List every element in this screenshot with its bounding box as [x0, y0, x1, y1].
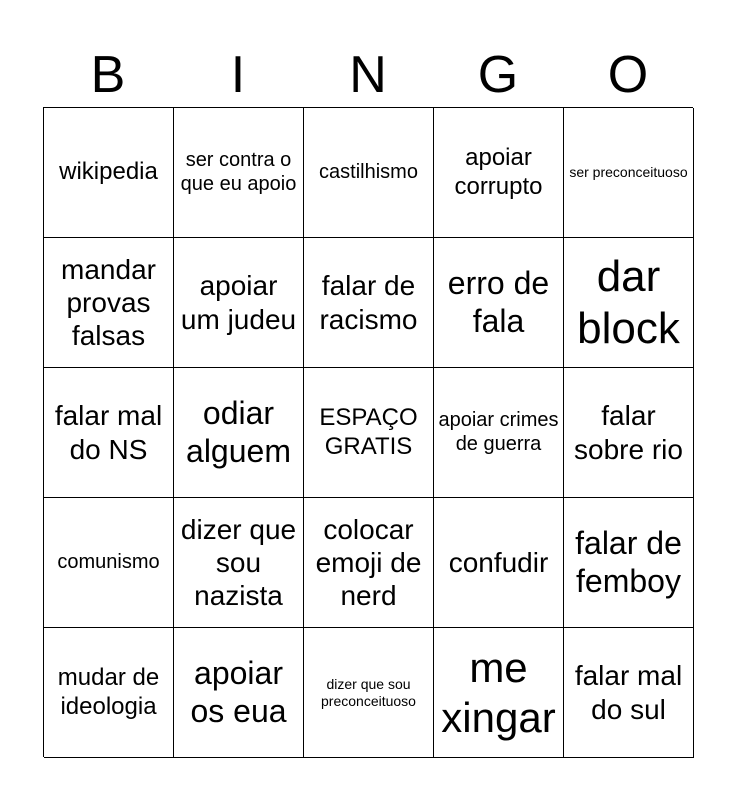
cell-text: ser contra o que eu apoio [180, 148, 297, 195]
bingo-cell[interactable] [174, 368, 304, 498]
cell-text: comunismo [57, 550, 160, 573]
bingo-cell[interactable] [434, 498, 564, 628]
bingo-cell[interactable] [44, 498, 174, 628]
bingo-cell[interactable] [174, 628, 304, 758]
cell-text: falar mal do sul [574, 660, 683, 725]
cell-text: dizer que sou preconceituoso [321, 675, 416, 709]
cell-text: dizer que sou nazista [180, 513, 297, 612]
bingo-cell[interactable] [434, 108, 564, 238]
header-letter-i: I [230, 46, 246, 104]
cell-text: odiar alguem [186, 394, 291, 469]
bingo-cell[interactable] [564, 238, 694, 368]
bingo-cell[interactable] [304, 498, 434, 628]
bingo-cell[interactable] [434, 628, 564, 758]
bingo-cell[interactable] [44, 108, 174, 238]
cell-text: apoiar crimes de guerra [438, 408, 559, 455]
bingo-cell[interactable] [44, 368, 174, 498]
cell-text: apoiar um judeu [180, 270, 297, 335]
cell-text: dar block [577, 251, 680, 353]
cell-text: mandar provas falsas [61, 253, 156, 352]
bingo-cell[interactable] [174, 108, 304, 238]
bingo-cell[interactable] [564, 108, 694, 238]
cell-text: ESPAÇO GRATIS [319, 404, 418, 460]
bingo-cell[interactable] [44, 628, 174, 758]
bingo-cell[interactable] [304, 368, 434, 498]
bingo-cell[interactable] [304, 108, 434, 238]
bingo-cell[interactable] [174, 238, 304, 368]
header-letter-o: O [607, 46, 649, 104]
bingo-cell[interactable] [174, 498, 304, 628]
bingo-cell[interactable] [564, 498, 694, 628]
bingo-header [43, 42, 693, 108]
bingo-board [43, 107, 693, 757]
cell-text: falar sobre rio [574, 400, 683, 465]
cell-text: falar mal do NS [54, 400, 163, 465]
cell-text: confudir [448, 546, 549, 578]
cell-text: colocar emoji de nerd [315, 513, 422, 612]
bingo-cell[interactable] [304, 238, 434, 368]
bingo-cell[interactable] [434, 368, 564, 498]
cell-text: ser preconceituoso [569, 164, 688, 181]
cell-text: mudar de ideologia [57, 664, 160, 720]
bingo-cell[interactable] [44, 238, 174, 368]
header-letter-b: B [90, 46, 126, 104]
cell-text: me xingar [441, 643, 556, 741]
bingo-cell[interactable] [564, 368, 694, 498]
header-letter-n: N [349, 46, 387, 104]
cell-text: erro de fala [447, 264, 550, 339]
bingo-cell[interactable] [434, 238, 564, 368]
header-letter-g: G [477, 46, 519, 104]
cell-text: wikipedia [59, 158, 158, 186]
cell-text: castilhismo [319, 160, 418, 183]
bingo-cell[interactable] [304, 628, 434, 758]
cell-text: apoiar os eua [190, 654, 287, 729]
cell-text: falar de femboy [575, 524, 682, 599]
bingo-cell[interactable] [564, 628, 694, 758]
cell-text: apoiar corrupto [454, 144, 543, 200]
cell-text: falar de racismo [319, 270, 418, 335]
